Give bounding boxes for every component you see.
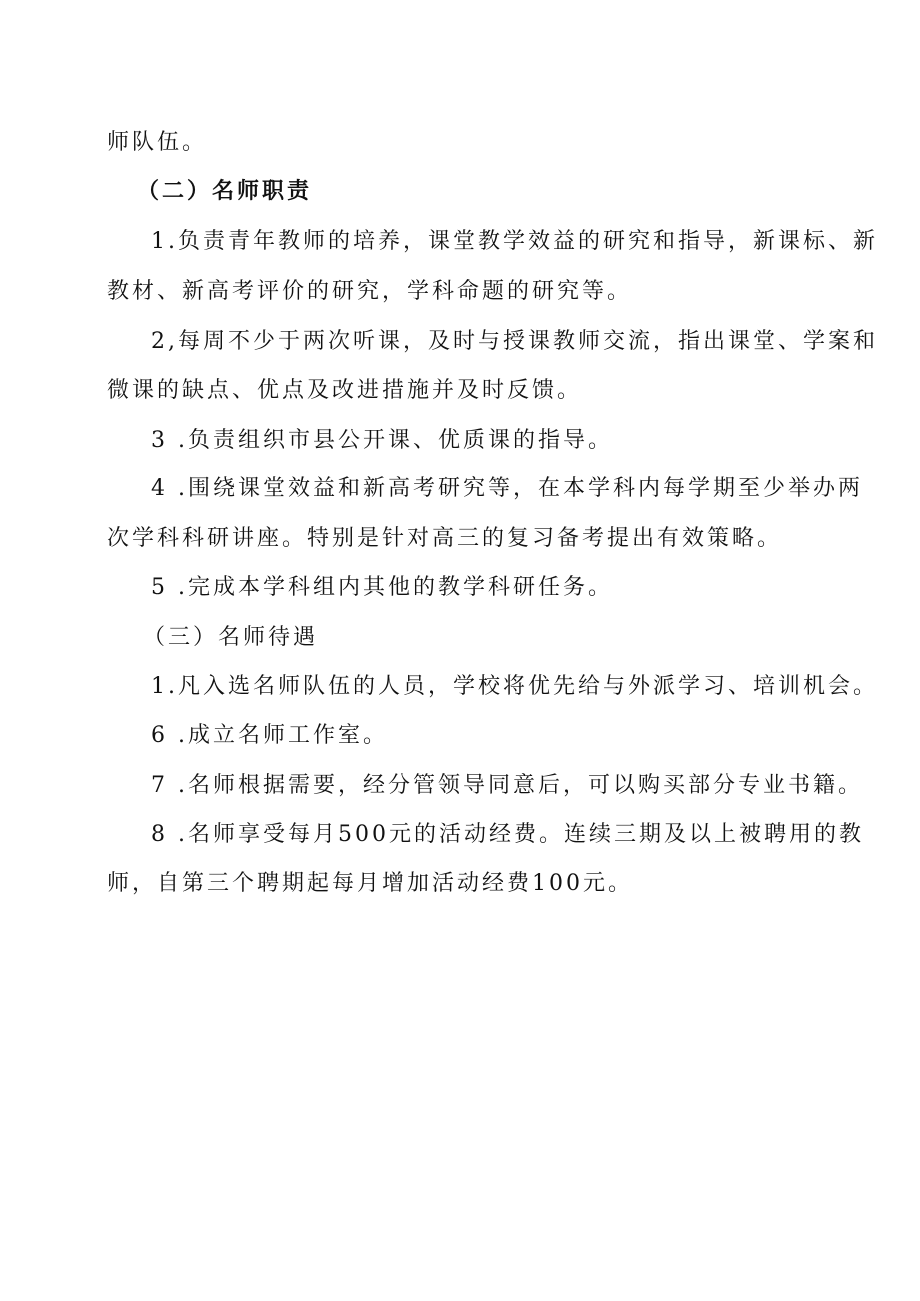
section-heading-benefits: （三）名师待遇 [143,625,319,650]
text-line: 3 .负责组织市县公开课、优质课的指导。 [151,428,613,453]
text-line: 1.负责青年教师的培养，课堂教学效益的研究和指导，新课标、新 [151,229,878,254]
text-line: 2,每周不少于两次听课，及时与授课教师交流，指出课堂、学案和 [151,329,878,354]
text-line: 微课的缺点、优点及改进措施并及时反馈。 [107,378,583,403]
text-line: 师队伍。 [107,130,208,155]
text-line: 5 .完成本学科组内其他的教学科研任务。 [151,575,613,600]
text-line: 次学科科研讲座。特别是针对高三的复习备考提出有效策略。 [107,526,783,551]
text-line: 8 .名师享受每月500元的活动经费。连续三期及以上被聘用的教 [151,822,864,847]
text-line: 1.凡入选名师队伍的人员，学校将优先给与外派学习、培训机会。 [151,674,878,699]
text-line: 师，自第三个聘期起每月增加活动经费100元。 [107,871,633,896]
text-line: 6 .成立名师工作室。 [151,723,388,748]
text-line: 教材、新高考评价的研究，学科命题的研究等。 [107,279,633,304]
text-line: 7 .名师根据需要，经分管领导同意后，可以购买部分专业书籍。 [151,773,863,798]
section-heading-duties: （二）名师职责 [137,179,313,204]
text-line: 4 .围绕课堂效益和新高考研究等，在本学科内每学期至少举办两 [151,476,863,501]
